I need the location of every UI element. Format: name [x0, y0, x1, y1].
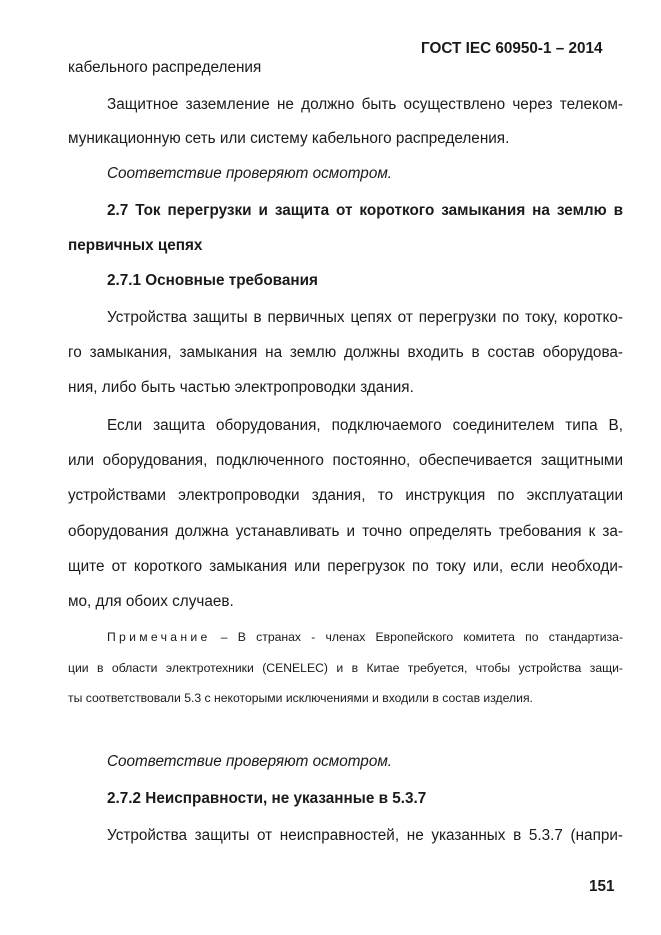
paragraph-line: или оборудования, подключенного постоянно, обеспечивается защитными [68, 452, 623, 469]
paragraph-line: Устройства защиты от неисправностей, не указанных в 5.3.7 (напри- [107, 827, 623, 844]
note-label: Примечание [107, 630, 211, 644]
paragraph-line: мо, для обоих случаев. [68, 593, 234, 610]
compliance-statement: Соответствие проверяют осмотром. [107, 753, 393, 770]
subsection-heading: 2.7.1 Основные требования [107, 272, 318, 289]
paragraph-line: ния, либо быть частью электропроводки здания. [68, 379, 414, 396]
page-number: 151 [589, 878, 615, 895]
compliance-statement: Соответствие проверяют осмотром. [107, 165, 393, 182]
text-line: кабельного распределения [68, 59, 262, 76]
section-heading: первичных цепях [68, 237, 203, 254]
paragraph-line: Защитное заземление не должно быть осуществлено через телеком- [107, 96, 623, 113]
paragraph-line: муникационную сеть или систему кабельного распределения. [68, 130, 510, 147]
note-line: ции в области электротехники (CENELEC) и в Китае требуется, чтобы устройства защи- [68, 661, 623, 675]
paragraph-line: оборудования должна устанавливать и точно определять требования к за- [68, 523, 623, 540]
paragraph-line: устройствами электропроводки здания, то инструкция по эксплуатации [68, 487, 623, 504]
note-line: ты соответствовали 5.3 с некоторыми исключениями и входили в состав изделия. [68, 691, 533, 705]
section-heading: 2.7 Ток перегрузки и защита от короткого замыкания на землю в [107, 202, 623, 219]
paragraph-line: Если защита оборудования, подключаемого соединителем типа B, [107, 417, 623, 434]
subsection-heading: 2.7.2 Неисправности, не указанные в 5.3.7 [107, 790, 427, 807]
note-text: – В странах - членах Европейского комитета по стандартиза- [210, 630, 623, 644]
paragraph-line: щите от короткого замыкания или перегрузок по току или, если необходи- [68, 558, 623, 575]
document-header: ГОСТ IEC 60950-1 – 2014 [421, 40, 603, 57]
paragraph-line: Устройства защиты в первичных цепях от перегрузки по току, коротко- [107, 309, 623, 326]
paragraph-line: го замыкания, замыкания на землю должны входить в состав оборудова- [68, 344, 623, 361]
note-line [107, 629, 623, 645]
